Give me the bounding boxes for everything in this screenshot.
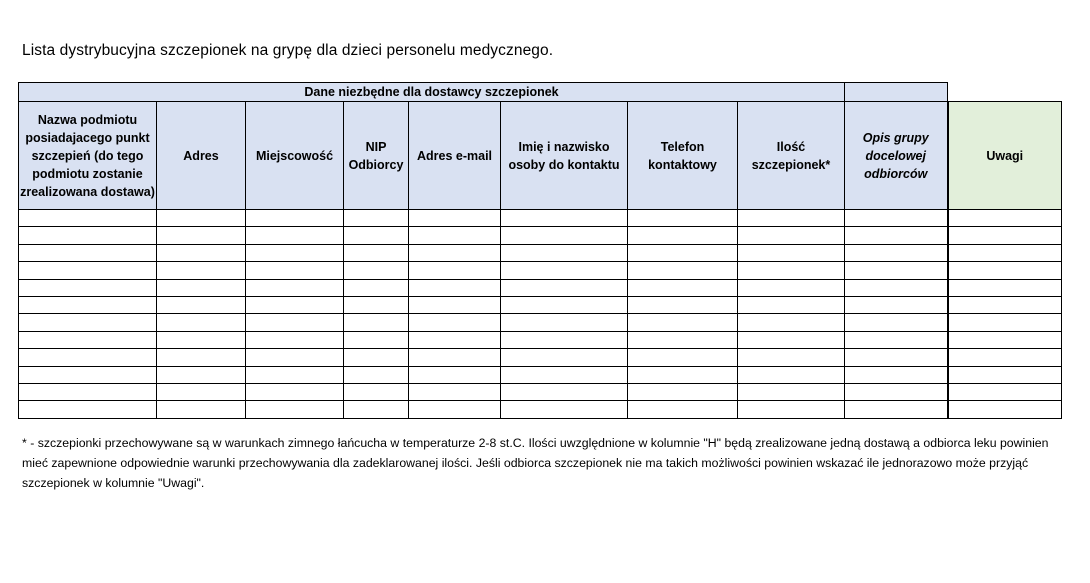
table-cell[interactable] <box>344 244 409 261</box>
table-cell[interactable] <box>738 383 845 400</box>
table-cell[interactable] <box>501 314 628 331</box>
table-cell[interactable] <box>246 210 344 227</box>
table-cell[interactable] <box>157 331 246 348</box>
table-cell[interactable] <box>948 262 1062 279</box>
column-header-email: Adres e-mail <box>409 102 501 210</box>
table-cell[interactable] <box>344 383 409 400</box>
table-cell[interactable] <box>246 366 344 383</box>
table-cell[interactable] <box>157 262 246 279</box>
table-cell[interactable] <box>738 296 845 313</box>
table-cell[interactable] <box>19 331 157 348</box>
column-header-address: Adres <box>157 102 246 210</box>
table-row <box>19 349 1062 366</box>
table-cell[interactable] <box>738 262 845 279</box>
table-cell[interactable] <box>157 314 246 331</box>
table-cell[interactable] <box>409 279 501 296</box>
table-cell[interactable] <box>628 296 738 313</box>
table-cell[interactable] <box>948 366 1062 383</box>
table-cell[interactable] <box>409 401 501 418</box>
table-cell[interactable] <box>409 262 501 279</box>
table-cell[interactable] <box>738 349 845 366</box>
table-cell[interactable] <box>948 331 1062 348</box>
table-cell[interactable] <box>409 227 501 244</box>
table-cell[interactable] <box>19 383 157 400</box>
group-header-supplier-data: Dane niezbędne dla dostawcy szczepionek <box>19 83 845 102</box>
table-cell[interactable] <box>246 331 344 348</box>
table-cell[interactable] <box>948 210 1062 227</box>
table-cell[interactable] <box>845 279 948 296</box>
column-header-target-group: Opis grupy docelowej odbiorców <box>845 102 948 210</box>
table-cell[interactable] <box>409 366 501 383</box>
table-row <box>19 331 1062 348</box>
table-cell[interactable] <box>845 401 948 418</box>
table-cell[interactable] <box>501 331 628 348</box>
table-cell[interactable] <box>157 244 246 261</box>
table-cell[interactable] <box>19 314 157 331</box>
table-cell[interactable] <box>501 349 628 366</box>
table-cell[interactable] <box>157 279 246 296</box>
table-cell[interactable] <box>501 383 628 400</box>
table-cell[interactable] <box>845 349 948 366</box>
group-header-empty <box>948 83 1062 102</box>
table-cell[interactable] <box>628 262 738 279</box>
table-cell[interactable] <box>19 279 157 296</box>
table-cell[interactable] <box>246 349 344 366</box>
table-cell[interactable] <box>246 383 344 400</box>
table-cell[interactable] <box>738 366 845 383</box>
table-row <box>19 401 1062 418</box>
table-cell[interactable] <box>157 401 246 418</box>
table-row <box>19 383 1062 400</box>
table-cell[interactable] <box>501 366 628 383</box>
table-cell[interactable] <box>845 383 948 400</box>
table-cell[interactable] <box>246 314 344 331</box>
table-cell[interactable] <box>948 244 1062 261</box>
table-cell[interactable] <box>738 210 845 227</box>
table-cell[interactable] <box>409 314 501 331</box>
table-cell[interactable] <box>157 227 246 244</box>
table-cell[interactable] <box>19 262 157 279</box>
table-cell[interactable] <box>19 244 157 261</box>
table-cell[interactable] <box>409 331 501 348</box>
table-cell[interactable] <box>344 210 409 227</box>
column-header-nip: NIP Odbiorcy <box>344 102 409 210</box>
table-cell[interactable] <box>948 349 1062 366</box>
table-cell[interactable] <box>628 244 738 261</box>
table-cell[interactable] <box>948 401 1062 418</box>
table-cell[interactable] <box>246 262 344 279</box>
table-cell[interactable] <box>19 296 157 313</box>
table-row <box>19 296 1062 313</box>
table-row <box>19 227 1062 244</box>
table-cell[interactable] <box>157 349 246 366</box>
column-header-city: Miejscowość <box>246 102 344 210</box>
table-cell[interactable] <box>246 401 344 418</box>
column-header-notes: Uwagi <box>948 102 1062 210</box>
table-cell[interactable] <box>628 331 738 348</box>
table-cell[interactable] <box>344 331 409 348</box>
table-cell[interactable] <box>501 296 628 313</box>
table-cell[interactable] <box>501 244 628 261</box>
table-cell[interactable] <box>948 296 1062 313</box>
table-cell[interactable] <box>845 244 948 261</box>
table-cell[interactable] <box>948 383 1062 400</box>
table-body <box>19 210 1062 419</box>
table-row <box>19 279 1062 296</box>
table-cell[interactable] <box>628 279 738 296</box>
table-cell[interactable] <box>628 227 738 244</box>
table-cell[interactable] <box>845 210 948 227</box>
table-cell[interactable] <box>344 401 409 418</box>
table-cell[interactable] <box>738 279 845 296</box>
table-cell[interactable] <box>409 296 501 313</box>
table-cell[interactable] <box>344 227 409 244</box>
column-header-phone: Telefon kontaktowy <box>628 102 738 210</box>
table-cell[interactable] <box>409 244 501 261</box>
table-cell[interactable] <box>246 279 344 296</box>
table-cell[interactable] <box>948 314 1062 331</box>
table-cell[interactable] <box>157 210 246 227</box>
table-cell[interactable] <box>19 210 157 227</box>
table-cell[interactable] <box>845 366 948 383</box>
table-cell[interactable] <box>344 262 409 279</box>
table-row <box>19 244 1062 261</box>
table-cell[interactable] <box>344 296 409 313</box>
table-cell[interactable] <box>409 383 501 400</box>
column-header-vaccine-quantity: Ilość szczepionek* <box>738 102 845 210</box>
table-cell[interactable] <box>948 227 1062 244</box>
table-cell[interactable] <box>246 227 344 244</box>
table-cell[interactable] <box>738 314 845 331</box>
distribution-table <box>18 82 1062 419</box>
table-cell[interactable] <box>19 349 157 366</box>
table-cell[interactable] <box>738 244 845 261</box>
table-cell[interactable] <box>628 314 738 331</box>
page-title: Lista dystrybucyjna szczepionek na grypę dla dzieci personelu medycznego. <box>22 42 554 59</box>
table-cell[interactable] <box>344 279 409 296</box>
table-row <box>19 262 1062 279</box>
table-cell[interactable] <box>344 314 409 331</box>
table-cell[interactable] <box>501 210 628 227</box>
column-header-contact-person: Imię i nazwisko osoby do kontaktu <box>501 102 628 210</box>
table-cell[interactable] <box>845 296 948 313</box>
table-cell[interactable] <box>344 349 409 366</box>
table-cell[interactable] <box>501 279 628 296</box>
table-cell[interactable] <box>501 227 628 244</box>
table-cell[interactable] <box>409 210 501 227</box>
table-cell[interactable] <box>628 349 738 366</box>
table-cell[interactable] <box>628 383 738 400</box>
table-row <box>19 314 1062 331</box>
group-header-blank <box>845 83 948 102</box>
table-cell[interactable] <box>845 262 948 279</box>
table-cell[interactable] <box>845 331 948 348</box>
table-cell[interactable] <box>628 210 738 227</box>
table-cell[interactable] <box>628 401 738 418</box>
table-cell[interactable] <box>845 227 948 244</box>
table-cell[interactable] <box>948 279 1062 296</box>
table-cell[interactable] <box>738 227 845 244</box>
table-row <box>19 366 1062 383</box>
table-cell[interactable] <box>246 244 344 261</box>
table-cell[interactable] <box>409 349 501 366</box>
table-cell[interactable] <box>157 296 246 313</box>
table-cell[interactable] <box>157 366 246 383</box>
table-cell[interactable] <box>501 401 628 418</box>
table-cell[interactable] <box>738 401 845 418</box>
table-cell[interactable] <box>246 296 344 313</box>
table-cell[interactable] <box>19 366 157 383</box>
table-row <box>19 210 1062 227</box>
table-cell[interactable] <box>628 366 738 383</box>
table-cell[interactable] <box>344 366 409 383</box>
table-cell[interactable] <box>19 401 157 418</box>
table-cell[interactable] <box>845 314 948 331</box>
table-cell[interactable] <box>501 262 628 279</box>
table-cell[interactable] <box>157 383 246 400</box>
footnote: * - szczepionki przechowywane są w warunkach zimnego łańcucha w temperaturze 2-8 st.C. Ilości uwzględnione w kolumnie "H" będą zrealizowane jedną dostawą a odbiorca leku powinien mieć zapewnione odpowiednie warunki przechowywania dla zadeklarowanej ilości. Jeśli odbiorca szczepionek nie ma takich możliwości powinien wskazać ile jednorazowo może przyjąć szczepionek w kolumnie "Uwagi". <box>22 436 1049 490</box>
table-cell[interactable] <box>19 227 157 244</box>
table-cell[interactable] <box>738 331 845 348</box>
column-header-entity-name: Nazwa podmiotu posiadajacego punkt szczepień (do tego podmiotu zostanie zrealizowana dostawa) <box>19 102 157 210</box>
